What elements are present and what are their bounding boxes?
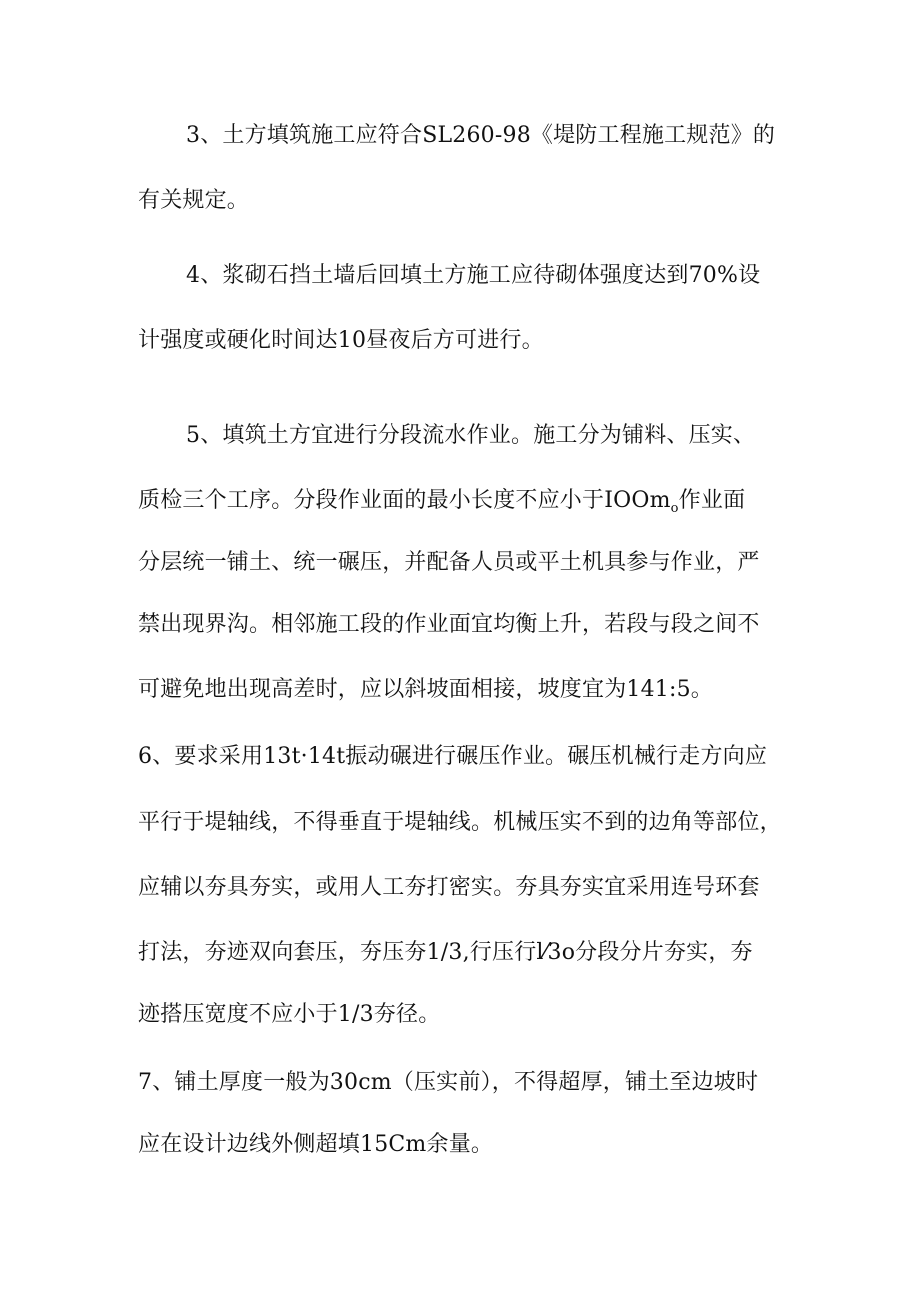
- paragraph-5-line-2-text-a: 质检三个工序。分段作业面的最小长度不应小于IOOm: [138, 488, 671, 513]
- paragraph-3-line-2: 有关规定。: [138, 188, 250, 213]
- paragraph-5-line-2-text-b: 作业面: [678, 488, 746, 513]
- paragraph-5-line-5: 可避免地出现高差时，应以斜坡面相接，坡度宜为141:5。: [138, 677, 714, 702]
- paragraph-5-line-2-subscript: o: [670, 501, 679, 516]
- paragraph-7-line-1: 7、铺土厚度一般为30cm（压实前），不得超厚，铺土至边坡时: [138, 1070, 759, 1095]
- paragraph-7-line-2: 应在设计边线外侧超填15Cm余量。: [138, 1132, 494, 1157]
- paragraph-4-line-1: 4、浆砌石挡土墙后回填土方施工应待砌体强度达到70%设: [186, 263, 761, 288]
- paragraph-6-line-2: 平行于堤轴线，不得垂直于堤轴线。机械压实不到的边角等部位，: [138, 810, 782, 835]
- paragraph-6-line-4: 打法，夯迹双向套压，夯压夯1/3,行压行l⁄3o分段分片夯实，夯: [138, 940, 753, 965]
- paragraph-6-line-5: 迹搭压宽度不应小于1/3夯径。: [138, 1002, 441, 1027]
- paragraph-4-line-2: 计强度或硬化时间达10昼夜后方可进行。: [138, 328, 544, 353]
- paragraph-5-line-2: [138, 486, 788, 524]
- paragraph-5-line-4: 禁出现界沟。相邻施工段的作业面宜均衡上升，若段与段之间不: [138, 612, 760, 637]
- paragraph-6-line-3: 应辅以夯具夯实，或用人工夯打密实。夯具夯实宜采用连号环套: [138, 875, 760, 900]
- paragraph-3-line-1: 3、土方填筑施工应符合SL260-98《堤防工程施工规范》的: [186, 123, 776, 148]
- paragraph-6-line-1: 6、要求采用13t·14t振动碾进行碾压作业。碾压机械行走方向应: [138, 744, 768, 769]
- paragraph-5-line-1: 5、填筑土方宜进行分段流水作业。施工分为铺料、压实、: [186, 423, 756, 448]
- paragraph-5-line-3: 分层统一铺土、统一碾压，并配备人员或平土机具参与作业，严: [138, 550, 760, 575]
